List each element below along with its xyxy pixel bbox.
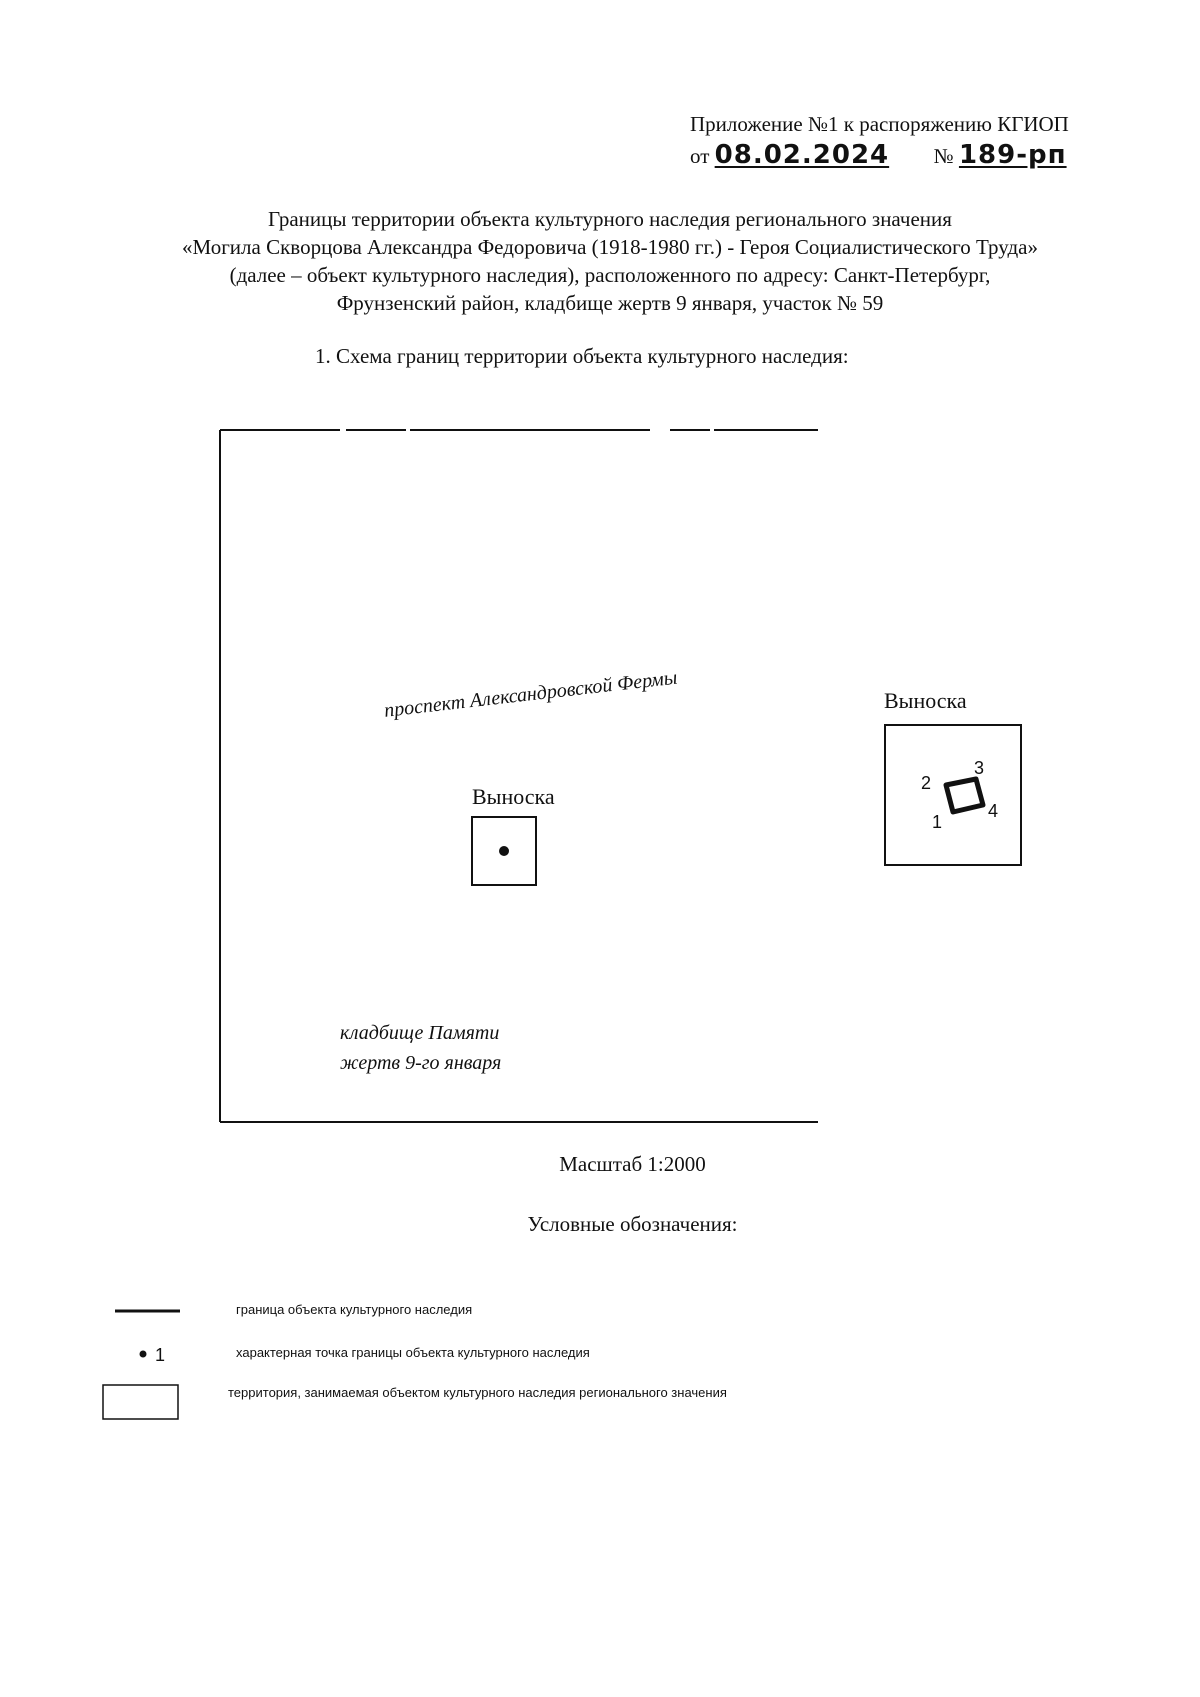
point-label-3: 3	[974, 758, 985, 778]
scheme-heading: 1. Схема границ территории объекта культурного наследия:	[315, 344, 849, 368]
map-scale: Масштаб 1:2000	[559, 1152, 706, 1176]
legend-area-symbol	[103, 1385, 178, 1419]
cemetery-label-line-2: жертв 9-го января	[340, 1052, 502, 1074]
cemetery-label	[340, 1018, 501, 1078]
callout-large-box	[885, 725, 1021, 865]
legend-point-text: характерная точка границы объекта культурного наследия	[236, 1345, 590, 1360]
title-line-1: Границы территории объекта культурного наследия регионального значения	[268, 207, 952, 231]
cemetery-label-line-1: кладбище Памяти	[340, 1022, 500, 1044]
legend-title: Условные обозначения:	[527, 1212, 738, 1236]
point-label-4: 4	[988, 801, 999, 821]
legend-point-number: 1	[155, 1345, 166, 1365]
street-label: проспект Александровской Фермы	[383, 666, 679, 722]
title-line-3: (далее – объект культурного наследия), расположенного по адресу: Санкт-Петербург,	[229, 263, 991, 287]
appendix-reference: Приложение №1 к распоряжению КГИОП	[690, 112, 1069, 136]
object-location-dot	[499, 846, 509, 856]
callout-large-label: Выноска	[884, 688, 967, 713]
order-number: 189-рп	[958, 140, 1067, 170]
order-date: 08.02.2024	[714, 140, 890, 170]
number-prefix: №	[933, 144, 954, 168]
callout-small-label: Выноска	[472, 784, 555, 809]
date-prefix: от	[690, 144, 710, 168]
legend-point-symbol	[140, 1351, 147, 1358]
point-label-2: 2	[921, 773, 932, 793]
point-label-1: 1	[932, 812, 943, 832]
object-boundary-polygon	[946, 779, 983, 812]
legend-line-text: граница объекта культурного наследия	[236, 1302, 473, 1317]
title-line-2: «Могила Скворцова Александра Федоровича (1918-1980 гг.) - Героя Социалистического Труда»	[182, 235, 1038, 259]
legend-area-text: территория, занимаемая объектом культурного наследия регионального значения	[228, 1385, 727, 1400]
map-frame	[220, 430, 818, 1122]
title-line-4: Фрунзенский район, кладбище жертв 9 января, участок № 59	[336, 291, 884, 315]
